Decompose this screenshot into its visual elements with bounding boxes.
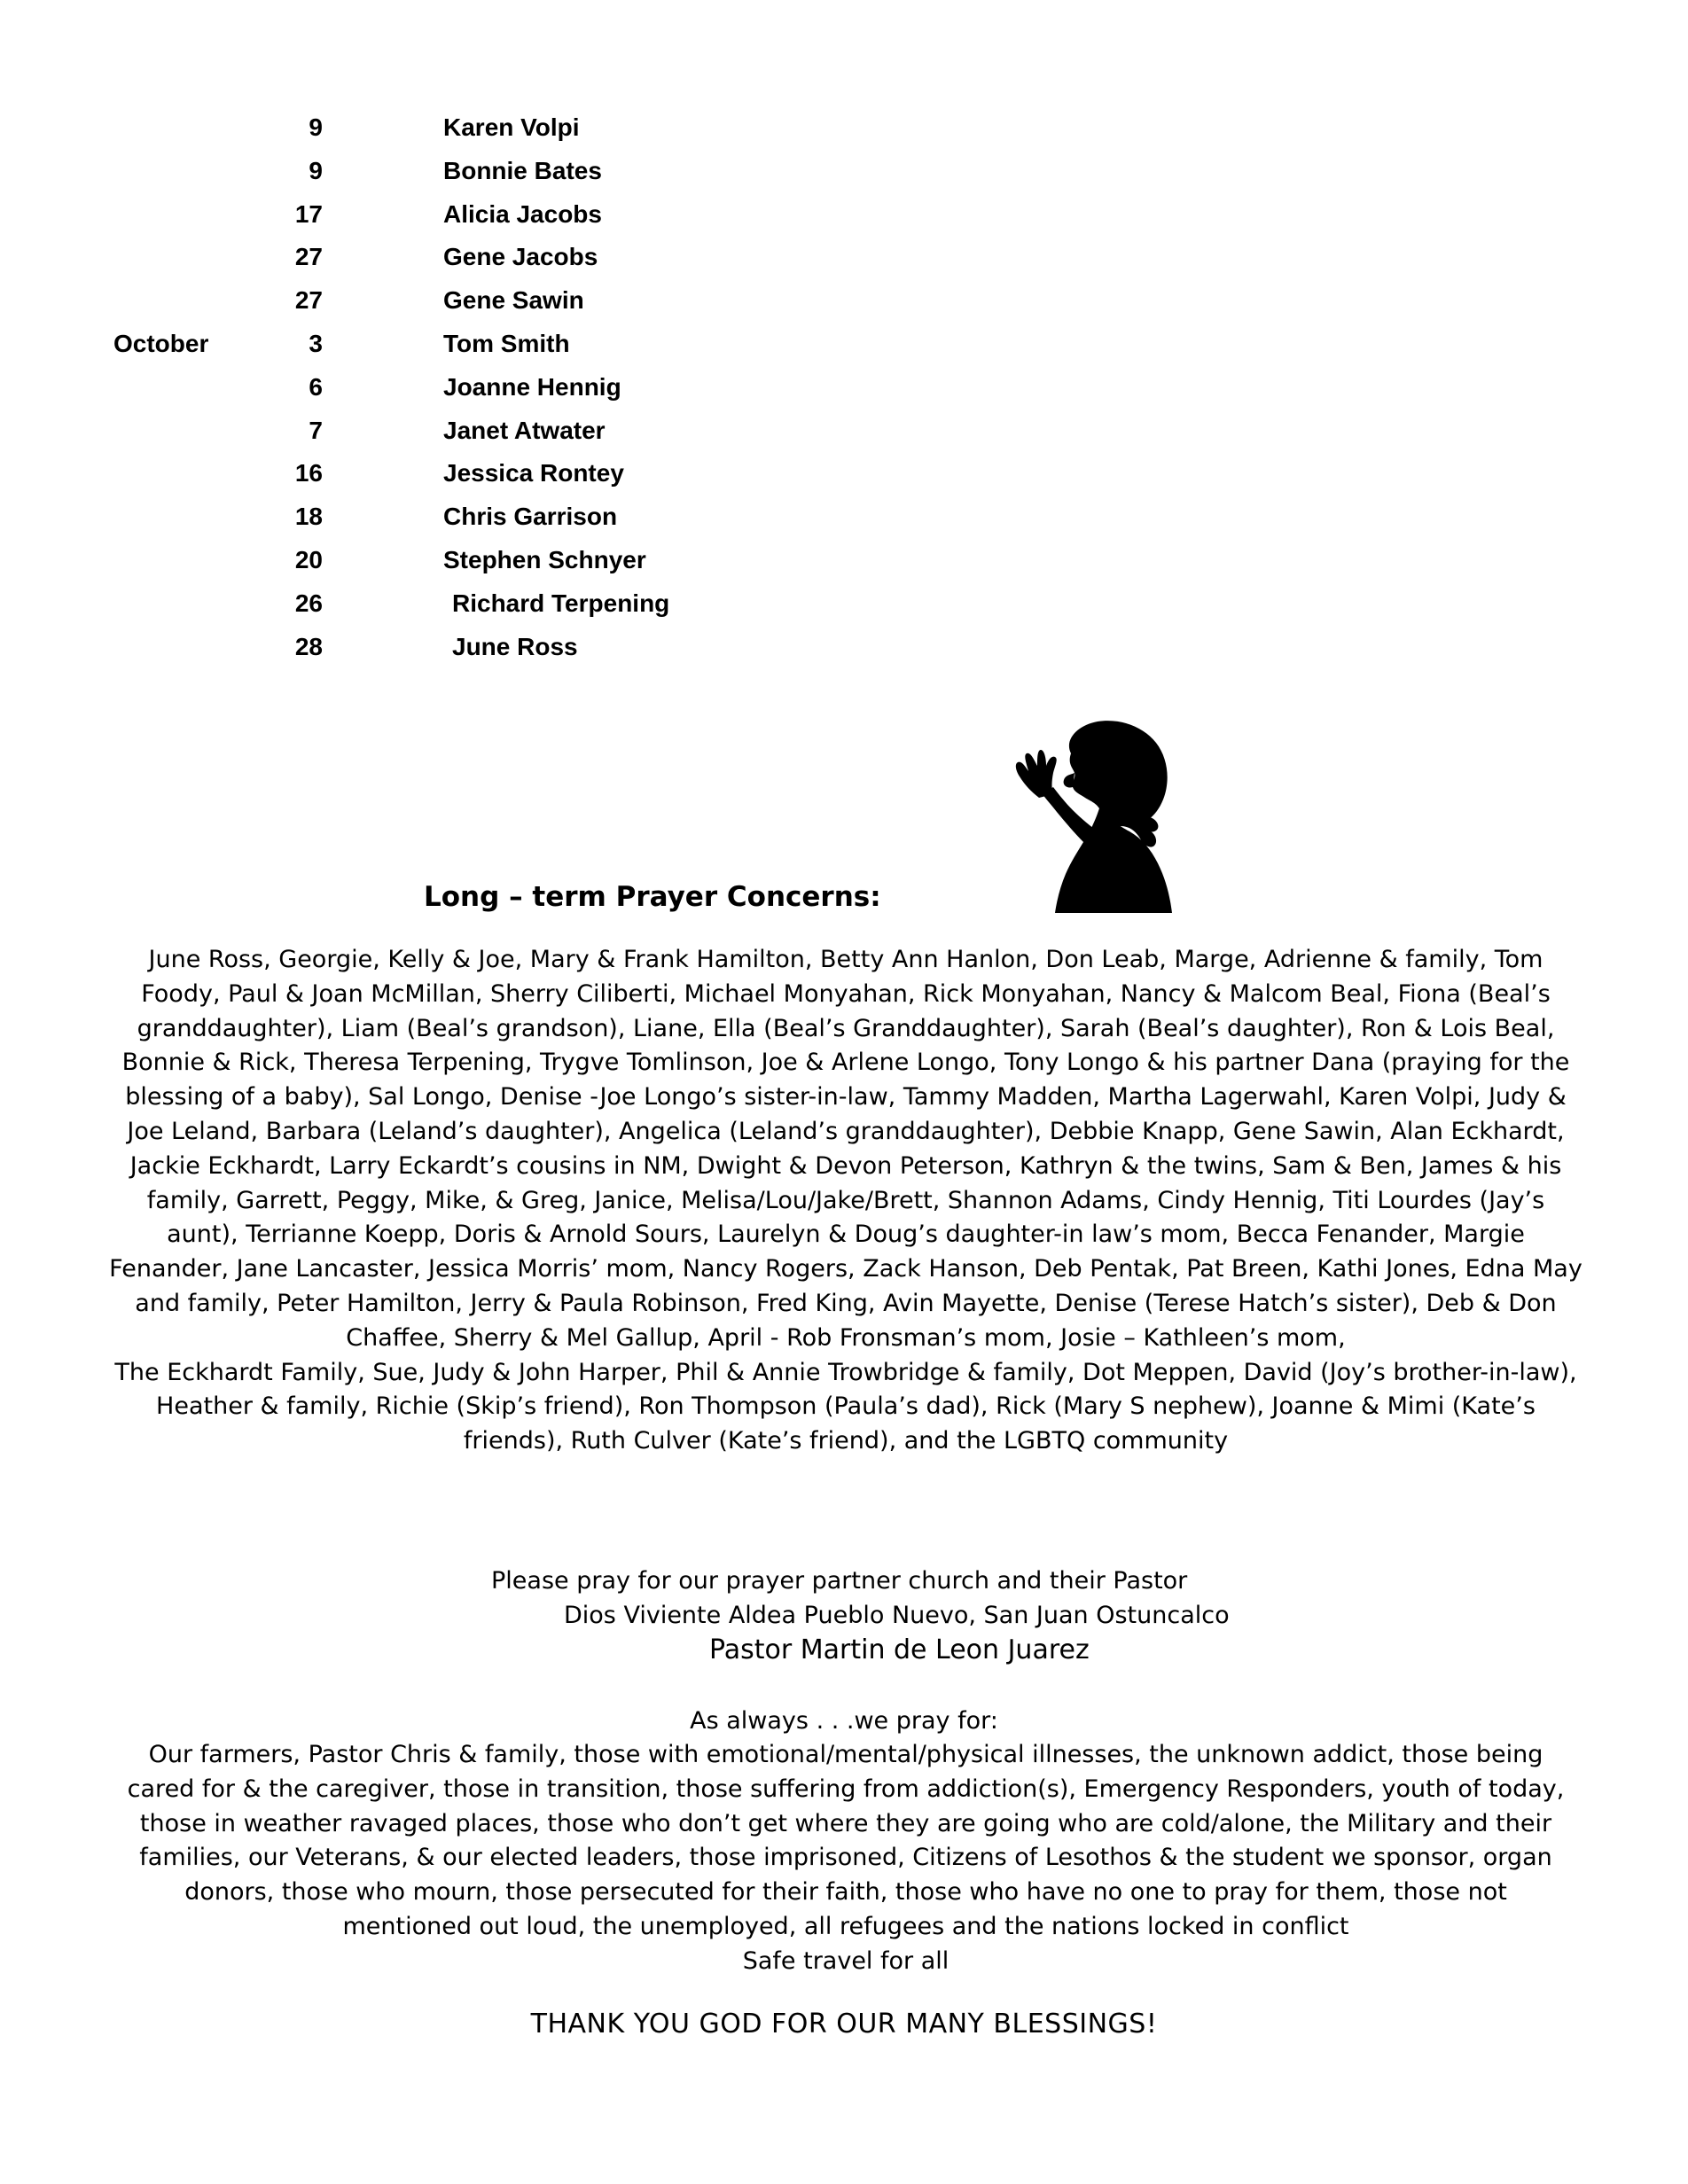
- birthday-day: 7: [309, 416, 323, 444]
- birthday-name: Janet Atwater: [443, 416, 606, 444]
- partner-church-intro: Please pray for our prayer partner church and their Pastor: [491, 1567, 1188, 1595]
- birthday-name: Stephen Schnyer: [443, 545, 646, 573]
- prayer-concerns-paragraph: The Eckhardt Family, Sue, Judy & John Harper, Phil & Annie Trowbridge & family, Dot Meppen, David (Joy’s brother-in-law), Heather & family, Richie (Skip’s friend), Ron Thompson (Paula’s dad), Rick (Mary S nephew), Joanne & Mimi (Kate’s friends), Ruth Culver (Kate’s friend), and the LGBTQ community: [114, 1358, 1577, 1455]
- birthday-name: Alicia Jacobs: [443, 199, 602, 228]
- birthday-name: Joanne Hennig: [443, 372, 621, 401]
- always-pray-heading: As always . . .we pray for:: [690, 1707, 998, 1735]
- birthday-day: 6: [309, 372, 323, 401]
- prayer-concerns-paragraph: June Ross, Georgie, Kelly & Joe, Mary & Frank Hamilton, Betty Ann Hanlon, Don Leab, Marge, Adrienne & family, Tom Foody, Paul & Joan McMillan, Sherry Ciliberti, Michael Monyahan, Rick Monyahan, Nancy & Malcom Beal, Fiona (Beal’s granddaughter), Liam (Beal’s grandson), Liane, Ella (Beal’s Granddaughter), Sarah (Beal’s daughter), Ron & Lois Beal, Bonnie & Rick, Theresa Terpening, Trygve Tomlinson, Joe & Arlene Longo, Tony Longo & his partner Dana (praying for the blessing of a baby), Sal Longo, Denise -Joe Longo’s sister-in-law, Tammy Madden, Martha Lagerwahl, Karen Volpi, Judy & Joe Leland, Barbara (Leland’s daughter), Angelica (Leland’s granddaughter), Debbie Knapp, Gene Sawin, Alan Eckhardt, Jackie Eckhardt, Larry Eckardt’s cousins in NM, Dwight & Devon Peterson, Kathryn & the twins, Sam & Ben, James & his family, Garrett, Peggy, Mike, & Greg, Janice, Melisa/Lou/Jake/Brett, Shannon Adams, Cindy Hennig, Titi Lourdes (Jay’s aunt), Terrianne Koepp, Doris & Arnold Sours, Laurelyn & Doug’s daughter-in law’s mom, Becca Fenander, Margie Fenander, Jane Lancaster, Jessica Morris’ mom, Nancy Rogers, Zack Hanson, Deb Pentak, Pat Breen, Kathi Jones, Edna May and family, Peter Hamilton, Jerry & Paula Robinson, Fred King, Avin Mayette, Denise (Terese Hatch’s sister), Deb & Don Chaffee, Sherry & Mel Gallup, April - Rob Fronsman’s mom, Josie – Kathleen’s mom,: [109, 946, 1582, 1352]
- closing-blessing: THANK YOU GOD FOR OUR MANY BLESSINGS!: [530, 2008, 1158, 2040]
- birthday-row: [0, 323, 887, 366]
- birthday-day: 17: [294, 199, 323, 228]
- birthday-name: Gene Sawin: [443, 286, 584, 315]
- birthday-row: [0, 193, 887, 237]
- birthday-day: 9: [309, 156, 323, 184]
- birthday-row: [0, 279, 887, 323]
- birthday-row: [0, 410, 887, 453]
- partner-church-name: Dios Viviente Aldea Pueblo Nuevo, San Juan Ostuncalco: [564, 1602, 1230, 1629]
- birthday-day: 27: [294, 286, 323, 315]
- birthday-row: [0, 452, 887, 495]
- birthday-name: Gene Jacobs: [443, 243, 598, 271]
- birthday-name: Jessica Rontey: [443, 459, 624, 488]
- birthday-row: [0, 495, 887, 539]
- birthday-day: 3: [309, 329, 323, 357]
- always-pray-text: Our farmers, Pastor Chris & family, those with emotional/mental/physical illnesses, the unknown addict, those being cared for & the caregiver, those in transition, those suffering from addiction(s), Emergency Responders, youth of today, those in weather ravaged places, those who don’t get where they are going who are cold/alone, the Military and their families, our Veterans, & our elected leaders, those imprisoned, Citizens of Lesothos & the student we sponsor, organ donors, those who mourn, those persecuted for their faith, those who have no one to pray for them, those not mentioned out loud, the unemployed, all refugees and the nations locked in conflict: [127, 1741, 1565, 1940]
- partner-church-pastor: Pastor Martin de Leon Juarez: [709, 1634, 1090, 1665]
- birthday-name: Tom Smith: [443, 329, 570, 357]
- birthday-name: Chris Garrison: [443, 503, 618, 531]
- birthday-name: Bonnie Bates: [443, 156, 602, 184]
- birthday-list: [0, 106, 887, 668]
- birthday-row: [0, 626, 887, 669]
- birthday-day: 28: [294, 632, 323, 660]
- birthday-month: October: [113, 329, 209, 357]
- birthday-day: 18: [294, 503, 323, 531]
- birthday-day: 9: [309, 113, 323, 141]
- birthday-row: [0, 236, 887, 279]
- birthday-row: [0, 150, 887, 193]
- birthday-day: 26: [294, 589, 323, 617]
- birthday-day: 16: [294, 459, 323, 488]
- birthday-name: June Ross: [452, 632, 578, 660]
- birthday-row: [0, 539, 887, 582]
- safe-travel-line: Safe travel for all: [742, 1946, 950, 1975]
- prayer-concerns-list: [108, 943, 1583, 1459]
- birthday-row: [0, 582, 887, 626]
- birthday-name: Richard Terpening: [452, 589, 670, 617]
- birthday-day: 20: [294, 545, 323, 573]
- prayer-concerns-heading: Long – term Prayer Concerns:: [424, 881, 881, 913]
- praying-child-silhouette-icon: [1002, 713, 1197, 913]
- birthday-row: [0, 106, 887, 150]
- always-pray-list: [121, 1738, 1571, 1979]
- birthday-row: [0, 366, 887, 410]
- birthday-day: 27: [294, 243, 323, 271]
- birthday-name: Karen Volpi: [443, 113, 580, 141]
